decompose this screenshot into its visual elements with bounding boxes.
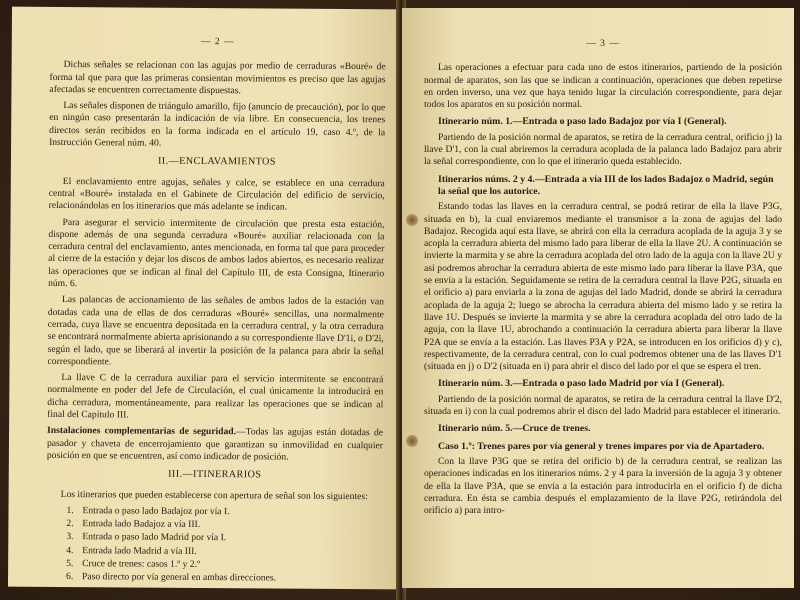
itinerary-list bbox=[46, 505, 383, 586]
paragraph: Las palancas de accionamiento de las señales de ambos lados de la estación van dotadas cada una de ellas de dos cerraduras «Bouré» sencillas, una normalmente cerrada, cuya llave se encuentra depositada en la cerradura central, y la otra cerradura se encontrará normalmente abierta aprisionando a su correspondiente llave D'1i, o D'2i, según el lado, que se liberará al invertir la posición de la palanca para abrir la señal correspondiente. bbox=[47, 294, 385, 368]
list-item: 1. Entrada o paso lado Badajoz por vía I. bbox=[66, 504, 230, 517]
section-heading-enclavamientos: II.—ENCLAVAMIENTOS bbox=[157, 156, 276, 168]
paragraph: Los itinerarios que pueden establecerse con apertura de señal son los siguientes: bbox=[60, 488, 368, 502]
paragraph: Partiendo de la posición normal de aparatos, se retira de la cerradura central la llave D'2, situada en i) con la cual podremos abrir el disco del lado Madrid para establecer el itinerario. bbox=[424, 393, 782, 418]
binding-hole bbox=[406, 214, 418, 226]
paragraph: El enclavamiento entre agujas, señales y calce, se establece en una cerradura central «Bouré» instalada en el Gabinete de Circulación del edificio de servicio, relacionándolas en los itinerarios que más adelante se indican. bbox=[48, 175, 385, 213]
paragraph: Dichas señales se relacionan con las agujas por medio de cerraduras «Bouré» de forma tal que para que las primeras consientan movimientos es preciso que las agujas afectadas se encuentren correctamente dispuestas. bbox=[49, 59, 386, 97]
paragraph bbox=[47, 425, 383, 464]
bold-lead: Instalaciones complementarias de seguridad. bbox=[47, 425, 237, 438]
list-item: 4. Entrada lado Madrid a vía III. bbox=[66, 544, 197, 557]
itinerary-heading: Itinerario núm. 5.—Cruce de trenes. bbox=[438, 423, 591, 435]
left-page bbox=[8, 7, 400, 590]
page-number: — 2 — bbox=[200, 35, 235, 48]
paragraph-rest: —Todas las agujas están dotadas de pasador y chaveta de encerrojamiento que garantizan su inmovilidad en cualquier posición en que se encuentren, así como indicador de posición. bbox=[46, 426, 384, 463]
paragraph: Con la llave P3G que se retira del orificio b) de la cerradura central, se realizan las operaciones indicadas en los itinerarios núms. 2 y 4 para la inversión de la aguja 3 y obtener de ella la llave P3A, que se envía a la estación para introducirla en el orificio f) de dicha cerradura. En ésta se cambia después el emplazamiento de la llave P2G, retirándola del orificio a) para intro- bbox=[424, 455, 782, 517]
list-item: 3. Entrada o paso lado Madrid por vía I. bbox=[66, 531, 227, 544]
itinerary-heading: Itinerario núm. 3.—Entrada o paso lado Madrid por vía I (General). bbox=[438, 378, 725, 390]
page-number: — 3 — bbox=[586, 38, 620, 49]
right-page bbox=[402, 8, 794, 588]
paragraph: Las operaciones a efectuar para cada uno de estos itinerarios, partiendo de la posición normal de aparatos, son las que se indican a continuación, operaciones que deben repetirse en orden inverso, una vez que haya tenido lugar la circulación correspondiente, para dejar todos los aparatos en su posición normal. bbox=[424, 62, 782, 111]
itinerary-heading: Itinerarios núms. 2 y 4.—Entrada a vía III de los lados Badajoz o Madrid, según la señal que los autorice. bbox=[438, 173, 774, 197]
paragraph: Las señales disponen de triángulo amarillo, fijo (anuncio de precaución), por lo que en ningún caso presentarán la indicación de vía libre. En consecuencia, los trenes directos serán recibidos en la forma indicada en el artículo 19, caso 4.º, de la Instrucción General núm. 40. bbox=[49, 100, 386, 149]
paragraph: Para asegurar el servicio intermitente de circulación que presta esta estación, dispone además de una segunda cerradura «Bouré» auxiliar relacionada con la cerradura central del enclavamiento, antes mencionada, en forma tal que para proceder al cierre de la estación y dejar los discos de ambos lados abiertos, es necesario realizar las operaciones que se indican al final del Capítulo III, de esta Consigna, Itinerario núm. 6. bbox=[48, 216, 385, 290]
case-heading: Caso 1.º: Trenes pares por vía general y trenes impares por vía de Apartadero. bbox=[438, 440, 765, 452]
list-item: 5. Cruce de trenes: casos 1.º y 2.º bbox=[66, 558, 201, 570]
list-item: 6. Paso directo por vía general en ambas direcciones. bbox=[66, 571, 277, 584]
paragraph: Estando todas las llaves en la cerradura central, se podrá retirar de ella la llave P3G, situada en b), la cual enviaremos mediante el transmisor a la zona de agujas del lado Badajoz. Recogida aquí esta llave, se abrirá con ella la cerradura acoplada de la aguja 3 y se acopla la cerradura abierta del mismo lado para liberar de ella la llave 2U. A continuación se invierte la marmita y se abre la cerradura acoplada del otro lado de la aguja con la llave 2U y así podremos abrochar la cerradura abierta de este mismo lado para liberar la llave P3A, que se envía a la estación. Seguidamente se retira de la cerradura central la llave P2G, situada en el orificio a) para enviarla a la zona de agujas del lado Madrid, donde se abrirá la cerradura acoplada de la aguja 2; luego se abrocha la cerradura abierta del mismo lado y se retira la llave 1U. Después se invierte la marmita y se abre la cerradura acoplada del otro lado de la aguja, con la llave 1U, abrochando a continuación la cerradura abierta para liberar la llave P2A que se envía a la estación. Las llaves P3A y P2A, se introducen en los orificios d) y c), respectivamente, de la cerradura central, con lo cual podremos obtener una de las llaves D'1 (situada en j) o D'2 (situada en i) para abrir el disco del lado por el que se espera el tren. bbox=[424, 201, 782, 373]
paragraph: La llave C de la cerradura auxiliar para el servicio intermitente se encontrará normalmente en poder del Jefe de Circulación, el cual únicamente la introducirá en dicha cerradura, momentáneamente, para realizar las operaciones que se indican al final del Capítulo III. bbox=[47, 372, 384, 421]
itinerary-heading: Itinerario núm. 1.—Entrada o paso lado Badajoz por vía I (General). bbox=[438, 116, 727, 128]
section-heading-itinerarios: III.—ITINERARIOS bbox=[168, 468, 262, 481]
binding-hole bbox=[406, 435, 418, 447]
paragraph: Partiendo de la posición normal de aparatos, se retira de la cerradura central, orificio j) la llave D'1, con la cual abriremos la cerradura acoplada de la palanca lado Badajoz para abrir la señal correspondiente, con lo que el itinerario queda establecido. bbox=[424, 131, 782, 168]
list-item: 2. Entrada lado Badajoz a vía III. bbox=[66, 518, 201, 531]
